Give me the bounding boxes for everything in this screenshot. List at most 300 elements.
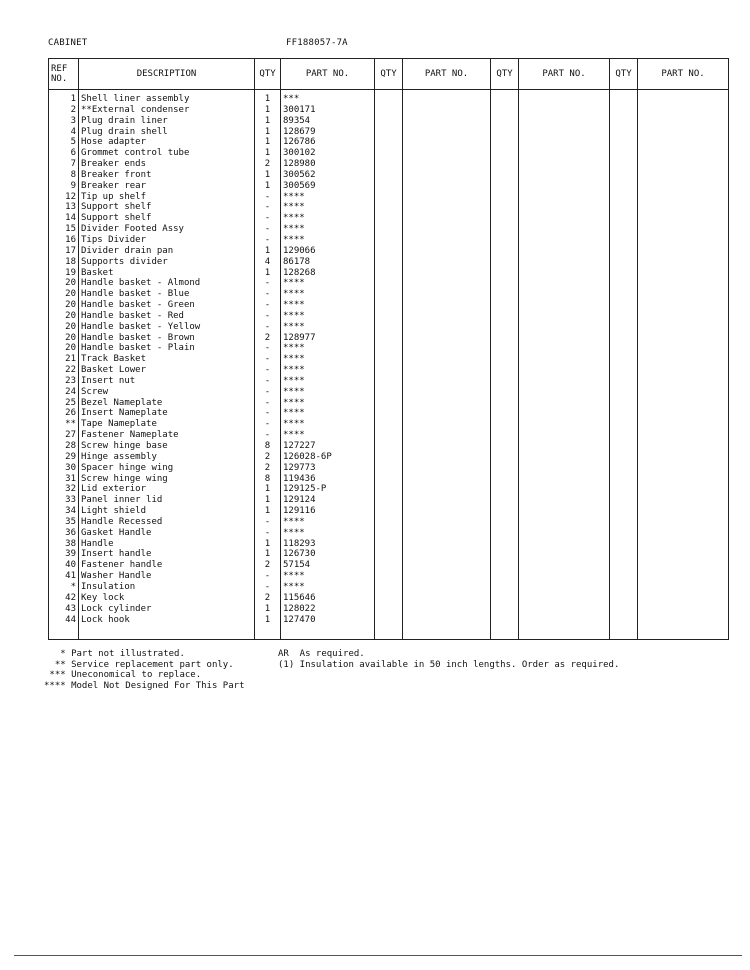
part-no-cell: **** xyxy=(281,430,375,441)
table-row xyxy=(49,311,729,322)
description-cell: Breaker ends xyxy=(79,159,255,170)
empty-cell xyxy=(610,517,638,528)
qty-cell: 1 xyxy=(255,246,281,257)
ref-cell: 20 xyxy=(49,289,79,300)
description-cell: Handle basket - Plain xyxy=(79,343,255,354)
empty-cell xyxy=(403,463,491,474)
ref-cell: 15 xyxy=(49,224,79,235)
part-no-cell: **** xyxy=(281,398,375,409)
empty-cell xyxy=(403,289,491,300)
empty-cell xyxy=(519,474,610,485)
empty-cell xyxy=(491,484,519,495)
empty-cell xyxy=(519,213,610,224)
empty-cell xyxy=(491,560,519,571)
empty-cell xyxy=(375,278,403,289)
description-cell: Plug drain liner xyxy=(79,116,255,127)
table-row xyxy=(49,354,729,365)
empty-cell xyxy=(403,528,491,539)
empty-cell xyxy=(491,289,519,300)
empty-cell xyxy=(638,181,729,192)
part-no-cell: 128022 xyxy=(281,604,375,615)
qty-cell: - xyxy=(255,235,281,246)
empty-cell xyxy=(375,213,403,224)
empty-cell xyxy=(638,625,729,639)
empty-cell xyxy=(491,192,519,203)
qty-cell: - xyxy=(255,224,281,235)
table-row xyxy=(49,398,729,409)
empty-cell xyxy=(403,506,491,517)
empty-cell xyxy=(403,408,491,419)
description-cell: Panel inner lid xyxy=(79,495,255,506)
ref-cell: 35 xyxy=(49,517,79,528)
description-cell: Insert handle xyxy=(79,549,255,560)
ref-cell: ** xyxy=(49,419,79,430)
description-cell: Washer Handle xyxy=(79,571,255,582)
empty-cell xyxy=(519,105,610,116)
qty-cell: 1 xyxy=(255,506,281,517)
parts-table-container xyxy=(48,58,728,640)
empty-cell xyxy=(491,408,519,419)
table-row xyxy=(49,408,729,419)
qty-cell: 1 xyxy=(255,604,281,615)
part-no-cell: 127470 xyxy=(281,615,375,626)
header-qty: QTY xyxy=(375,59,403,90)
description-cell: Hinge assembly xyxy=(79,452,255,463)
empty-cell xyxy=(638,354,729,365)
empty-cell xyxy=(638,539,729,550)
ref-cell: 20 xyxy=(49,333,79,344)
empty-cell xyxy=(375,604,403,615)
empty-cell xyxy=(375,398,403,409)
empty-cell xyxy=(519,311,610,322)
empty-cell xyxy=(375,127,403,138)
empty-cell xyxy=(638,333,729,344)
empty-cell xyxy=(610,539,638,550)
empty-cell xyxy=(638,170,729,181)
empty-cell xyxy=(491,127,519,138)
empty-cell xyxy=(519,398,610,409)
empty-cell xyxy=(403,333,491,344)
empty-cell xyxy=(403,127,491,138)
empty-cell xyxy=(403,257,491,268)
empty-cell xyxy=(610,192,638,203)
empty-cell xyxy=(638,148,729,159)
description-cell: Hose adapter xyxy=(79,137,255,148)
empty-cell xyxy=(610,322,638,333)
empty-cell xyxy=(610,398,638,409)
description-cell: Handle basket - Almond xyxy=(79,278,255,289)
ref-cell: 19 xyxy=(49,268,79,279)
qty-cell: - xyxy=(255,213,281,224)
empty-cell xyxy=(519,376,610,387)
description-cell: Lid exterior xyxy=(79,484,255,495)
qty-cell: 1 xyxy=(255,105,281,116)
ref-cell: 33 xyxy=(49,495,79,506)
ref-cell: 12 xyxy=(49,192,79,203)
qty-cell: - xyxy=(255,343,281,354)
part-no-cell: 126786 xyxy=(281,137,375,148)
description-cell: Plug drain shell xyxy=(79,127,255,138)
empty-cell xyxy=(610,246,638,257)
part-no-cell: 300102 xyxy=(281,148,375,159)
empty-cell xyxy=(519,528,610,539)
ref-cell: 43 xyxy=(49,604,79,615)
empty-cell xyxy=(491,474,519,485)
qty-cell: - xyxy=(255,365,281,376)
table-row xyxy=(49,376,729,387)
empty-cell xyxy=(491,148,519,159)
description-cell: Lock cylinder xyxy=(79,604,255,615)
empty-cell xyxy=(375,571,403,582)
ref-cell: 8 xyxy=(49,170,79,181)
empty-cell xyxy=(491,311,519,322)
empty-cell xyxy=(610,311,638,322)
qty-cell: 1 xyxy=(255,148,281,159)
footnote-line: AR As required. xyxy=(278,649,365,659)
empty-cell xyxy=(375,615,403,626)
part-no-cell: **** xyxy=(281,376,375,387)
empty-cell xyxy=(491,517,519,528)
empty-cell xyxy=(491,333,519,344)
empty-cell xyxy=(491,593,519,604)
qty-cell: - xyxy=(255,192,281,203)
part-no-cell: 126730 xyxy=(281,549,375,560)
part-no-cell: **** xyxy=(281,311,375,322)
empty-cell xyxy=(375,268,403,279)
part-no-cell: 129125-P xyxy=(281,484,375,495)
description-cell: Handle basket - Green xyxy=(79,300,255,311)
table-row xyxy=(49,137,729,148)
part-no-cell: **** xyxy=(281,235,375,246)
empty-cell xyxy=(519,322,610,333)
empty-cell xyxy=(638,604,729,615)
description-cell: Insulation xyxy=(79,582,255,593)
empty-cell xyxy=(610,441,638,452)
empty-cell xyxy=(610,484,638,495)
empty-cell xyxy=(491,105,519,116)
empty-cell xyxy=(491,398,519,409)
description-cell: Screw hinge wing xyxy=(79,474,255,485)
empty-cell xyxy=(375,365,403,376)
part-no-cell: 127227 xyxy=(281,441,375,452)
empty-cell xyxy=(403,300,491,311)
empty-cell xyxy=(491,571,519,582)
table-row xyxy=(49,365,729,376)
empty-cell xyxy=(610,560,638,571)
empty-cell xyxy=(403,105,491,116)
empty-cell xyxy=(638,474,729,485)
ref-cell: 3 xyxy=(49,116,79,127)
empty-cell xyxy=(403,571,491,582)
part-no-cell: **** xyxy=(281,571,375,582)
empty-cell xyxy=(519,604,610,615)
empty-cell xyxy=(491,441,519,452)
empty-cell xyxy=(403,387,491,398)
header-qty: QTY xyxy=(491,59,519,90)
empty-cell xyxy=(610,127,638,138)
empty-cell xyxy=(610,333,638,344)
table-row xyxy=(49,506,729,517)
part-no-cell: **** xyxy=(281,322,375,333)
empty-cell xyxy=(375,148,403,159)
footnote-line: * Part not illustrated. xyxy=(44,649,185,659)
empty-cell xyxy=(638,430,729,441)
ref-cell: 20 xyxy=(49,322,79,333)
empty-cell xyxy=(491,322,519,333)
footnotes-legend xyxy=(44,649,244,691)
description-cell: Track Basket xyxy=(79,354,255,365)
empty-cell xyxy=(375,441,403,452)
empty-cell xyxy=(519,387,610,398)
empty-cell xyxy=(638,278,729,289)
description-cell: Handle basket - Brown xyxy=(79,333,255,344)
empty-cell xyxy=(491,625,519,639)
qty-cell: 8 xyxy=(255,474,281,485)
empty-cell xyxy=(610,430,638,441)
description-cell: Handle xyxy=(79,539,255,550)
qty-cell: - xyxy=(255,202,281,213)
table-row xyxy=(49,539,729,550)
empty-cell xyxy=(638,213,729,224)
description-cell: Divider Footed Assy xyxy=(79,224,255,235)
qty-cell: 2 xyxy=(255,333,281,344)
empty-cell xyxy=(491,278,519,289)
footnote-line: *** Uneconomical to replace. xyxy=(44,670,202,681)
ref-cell: 32 xyxy=(49,484,79,495)
table-row xyxy=(49,593,729,604)
ref-cell: 26 xyxy=(49,408,79,419)
empty-cell xyxy=(403,549,491,560)
part-no-cell: 86178 xyxy=(281,257,375,268)
part-no-cell: **** xyxy=(281,343,375,354)
empty-cell xyxy=(610,257,638,268)
qty-cell: 1 xyxy=(255,549,281,560)
empty-cell xyxy=(610,148,638,159)
empty-cell xyxy=(638,137,729,148)
ref-cell: 21 xyxy=(49,354,79,365)
empty-cell xyxy=(519,549,610,560)
empty-cell xyxy=(638,452,729,463)
description-cell: Key lock xyxy=(79,593,255,604)
empty-cell xyxy=(403,484,491,495)
empty-cell xyxy=(638,517,729,528)
empty-cell xyxy=(403,268,491,279)
empty-cell xyxy=(491,343,519,354)
empty-cell xyxy=(610,365,638,376)
empty-cell xyxy=(491,604,519,615)
empty-cell xyxy=(519,333,610,344)
description-cell: **External condenser xyxy=(79,105,255,116)
empty-cell xyxy=(610,289,638,300)
empty-cell xyxy=(491,365,519,376)
table-row xyxy=(49,192,729,203)
part-no-cell: 128980 xyxy=(281,159,375,170)
ref-cell: 20 xyxy=(49,278,79,289)
empty-cell xyxy=(610,387,638,398)
ref-cell: 34 xyxy=(49,506,79,517)
empty-cell xyxy=(638,593,729,604)
table-row xyxy=(49,278,729,289)
ref-cell: 13 xyxy=(49,202,79,213)
table-row xyxy=(49,257,729,268)
part-no-cell: 129066 xyxy=(281,246,375,257)
part-no-cell: 129773 xyxy=(281,463,375,474)
empty-cell xyxy=(491,582,519,593)
table-row xyxy=(49,452,729,463)
empty-cell xyxy=(491,300,519,311)
description-cell: Screw xyxy=(79,387,255,398)
empty-cell xyxy=(519,268,610,279)
empty-cell xyxy=(519,484,610,495)
ref-cell: 6 xyxy=(49,148,79,159)
empty-cell xyxy=(403,495,491,506)
empty-cell xyxy=(375,159,403,170)
empty-cell xyxy=(610,593,638,604)
table-row xyxy=(49,549,729,560)
part-no-cell: **** xyxy=(281,289,375,300)
empty-cell xyxy=(519,517,610,528)
part-no-cell: **** xyxy=(281,278,375,289)
empty-cell xyxy=(375,593,403,604)
qty-cell: 1 xyxy=(255,127,281,138)
empty-cell xyxy=(638,376,729,387)
empty-cell xyxy=(491,528,519,539)
empty-cell xyxy=(610,604,638,615)
empty-cell xyxy=(375,387,403,398)
empty-cell xyxy=(375,484,403,495)
empty-cell xyxy=(610,159,638,170)
empty-cell xyxy=(638,484,729,495)
empty-cell xyxy=(519,90,610,105)
empty-cell xyxy=(403,224,491,235)
table-row xyxy=(49,90,729,105)
empty-cell xyxy=(610,615,638,626)
description-cell: Basket xyxy=(79,268,255,279)
empty-cell xyxy=(638,159,729,170)
empty-cell xyxy=(491,159,519,170)
empty-cell xyxy=(491,452,519,463)
empty-cell xyxy=(375,354,403,365)
empty-cell xyxy=(638,127,729,138)
empty-cell xyxy=(519,495,610,506)
empty-cell xyxy=(519,235,610,246)
empty-cell xyxy=(519,615,610,626)
ref-cell: 38 xyxy=(49,539,79,550)
empty-cell xyxy=(519,463,610,474)
table-filler-row xyxy=(49,625,729,639)
empty-cell xyxy=(491,116,519,127)
empty-cell xyxy=(491,170,519,181)
part-no-cell: 129116 xyxy=(281,506,375,517)
empty-cell xyxy=(519,441,610,452)
qty-cell: 1 xyxy=(255,116,281,127)
part-no-cell: 300562 xyxy=(281,170,375,181)
empty-cell xyxy=(403,343,491,354)
description-cell: Fastener Nameplate xyxy=(79,430,255,441)
empty-cell xyxy=(638,398,729,409)
header-part-no: PART NO. xyxy=(403,59,491,90)
empty-cell xyxy=(610,213,638,224)
part-no-cell: **** xyxy=(281,202,375,213)
empty-cell xyxy=(375,376,403,387)
table-row xyxy=(49,560,729,571)
empty-cell xyxy=(638,311,729,322)
empty-cell xyxy=(638,322,729,333)
empty-cell xyxy=(638,582,729,593)
empty-cell xyxy=(638,257,729,268)
part-no-cell: 300569 xyxy=(281,181,375,192)
empty-cell xyxy=(519,625,610,639)
empty-cell xyxy=(491,181,519,192)
empty-cell xyxy=(491,615,519,626)
empty-cell xyxy=(403,235,491,246)
table-row xyxy=(49,268,729,279)
empty-cell xyxy=(403,148,491,159)
table-row xyxy=(49,419,729,430)
empty-cell xyxy=(638,506,729,517)
empty-cell xyxy=(403,593,491,604)
table-row xyxy=(49,246,729,257)
empty-cell xyxy=(375,582,403,593)
empty-cell xyxy=(610,105,638,116)
empty-cell xyxy=(638,224,729,235)
part-no-cell: 115646 xyxy=(281,593,375,604)
empty-cell xyxy=(638,463,729,474)
description-cell: Divider drain pan xyxy=(79,246,255,257)
part-no-cell: 89354 xyxy=(281,116,375,127)
description-cell: Support shelf xyxy=(79,202,255,213)
ref-cell: 17 xyxy=(49,246,79,257)
description-cell: Tip up shelf xyxy=(79,192,255,203)
header-qty: QTY xyxy=(255,59,281,90)
empty-cell xyxy=(375,322,403,333)
empty-cell xyxy=(519,343,610,354)
empty-cell xyxy=(519,365,610,376)
empty-cell xyxy=(519,289,610,300)
qty-cell: - xyxy=(255,387,281,398)
empty-cell xyxy=(403,354,491,365)
description-cell: Basket Lower xyxy=(79,365,255,376)
empty-cell xyxy=(375,430,403,441)
qty-cell: - xyxy=(255,408,281,419)
table-row xyxy=(49,181,729,192)
empty-cell xyxy=(375,463,403,474)
description-cell: Handle basket - Red xyxy=(79,311,255,322)
empty-cell xyxy=(610,224,638,235)
empty-cell xyxy=(610,549,638,560)
ref-cell: 25 xyxy=(49,398,79,409)
empty-cell xyxy=(375,90,403,105)
part-no-cell: **** xyxy=(281,387,375,398)
empty-cell xyxy=(610,235,638,246)
empty-cell xyxy=(491,419,519,430)
part-no-cell: **** xyxy=(281,517,375,528)
empty-cell xyxy=(375,474,403,485)
ref-cell: 22 xyxy=(49,365,79,376)
empty-cell xyxy=(638,549,729,560)
empty-cell xyxy=(491,387,519,398)
empty-cell xyxy=(375,137,403,148)
empty-cell xyxy=(375,202,403,213)
empty-cell xyxy=(610,582,638,593)
header-part-no: PART NO. xyxy=(638,59,729,90)
qty-cell: - xyxy=(255,300,281,311)
empty-cell xyxy=(610,408,638,419)
table-row xyxy=(49,333,729,344)
table-row xyxy=(49,571,729,582)
description-cell: Tape Nameplate xyxy=(79,419,255,430)
part-no-cell: 128977 xyxy=(281,333,375,344)
